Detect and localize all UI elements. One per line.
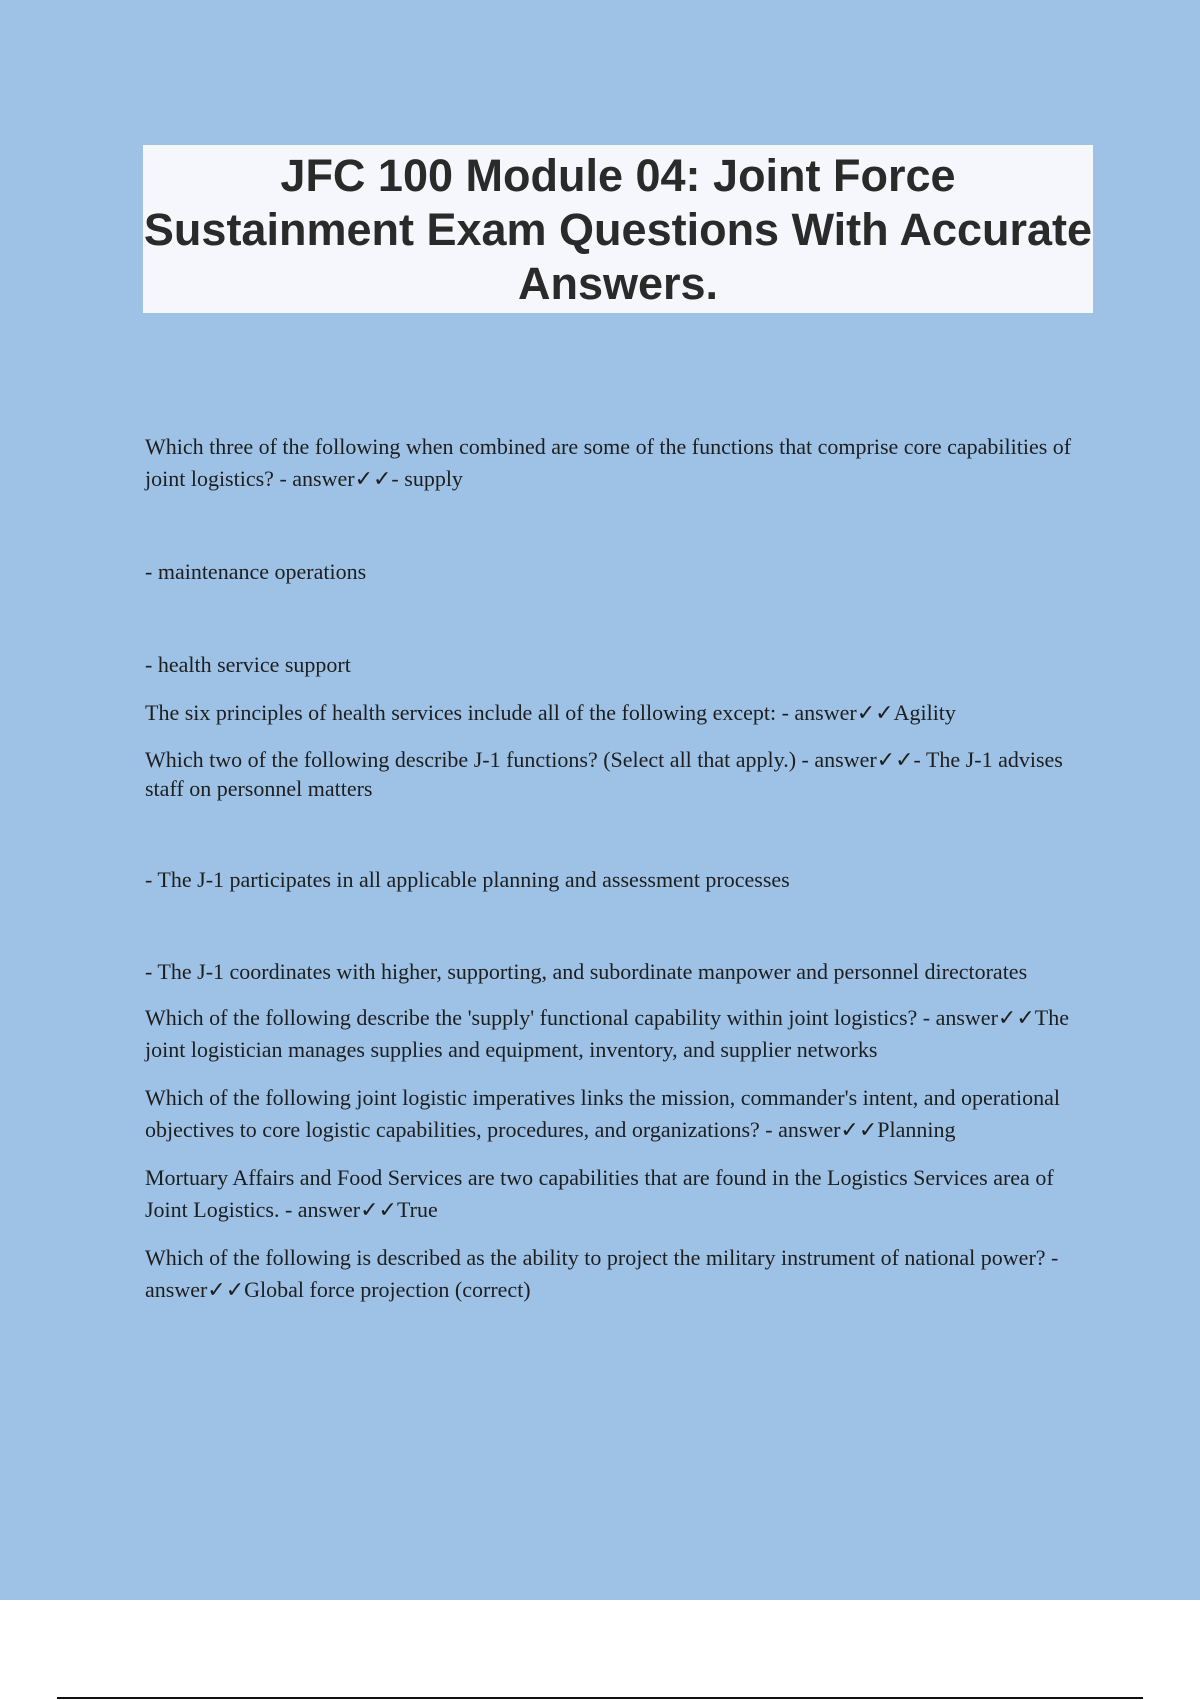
paragraph-q3-option-2: - The J-1 participates in all applicable planning and assessment processes [145,867,790,892]
document-body [145,431,1085,1306]
paragraph-q3: Which two of the following describe J-1 functions? (Select all that apply.) - answer✓✓- The J-1 advises staff on personnel matters [145,747,1063,801]
paragraph-q7: Which of the following is described as the ability to project the military instrument of national power? - answer✓✓Global force projection (correct) [145,1245,1059,1302]
paragraph-q4: Which of the following describe the 'supply' functional capability within joint logistics? - answer✓✓The joint logistician manages supplies and equipment, inventory, and supplier networks [145,1005,1069,1062]
document-title: JFC 100 Module 04: Joint Force Sustainment Exam Questions With Accurate Answers. [143,150,1093,309]
paragraph-q6: Mortuary Affairs and Food Services are two capabilities that are found in the Logistics Services area of Joint Logistics. - answer✓✓True [145,1165,1054,1222]
paragraph-q1-option-2: - maintenance operations [145,559,367,584]
paragraph-q1: Which three of the following when combined are some of the functions that comprise core capabilities of joint logistics? - answer✓✓- supply [145,434,1072,491]
footer-divider [57,1697,1143,1699]
paragraph-q2: The six principles of health services include all of the following except: - answer✓✓Agility [145,700,956,725]
paragraph-q3-option-3: - The J-1 coordinates with higher, supporting, and subordinate manpower and personnel directorates [145,959,1028,984]
paragraph-q5: Which of the following joint logistic imperatives links the mission, commander's intent, and operational objectives to core logistic capabilities, procedures, and organizations? - answer✓✓Planning [145,1085,1060,1142]
paragraph-q1-option-3: - health service support [145,652,351,677]
title-box [143,145,1093,313]
